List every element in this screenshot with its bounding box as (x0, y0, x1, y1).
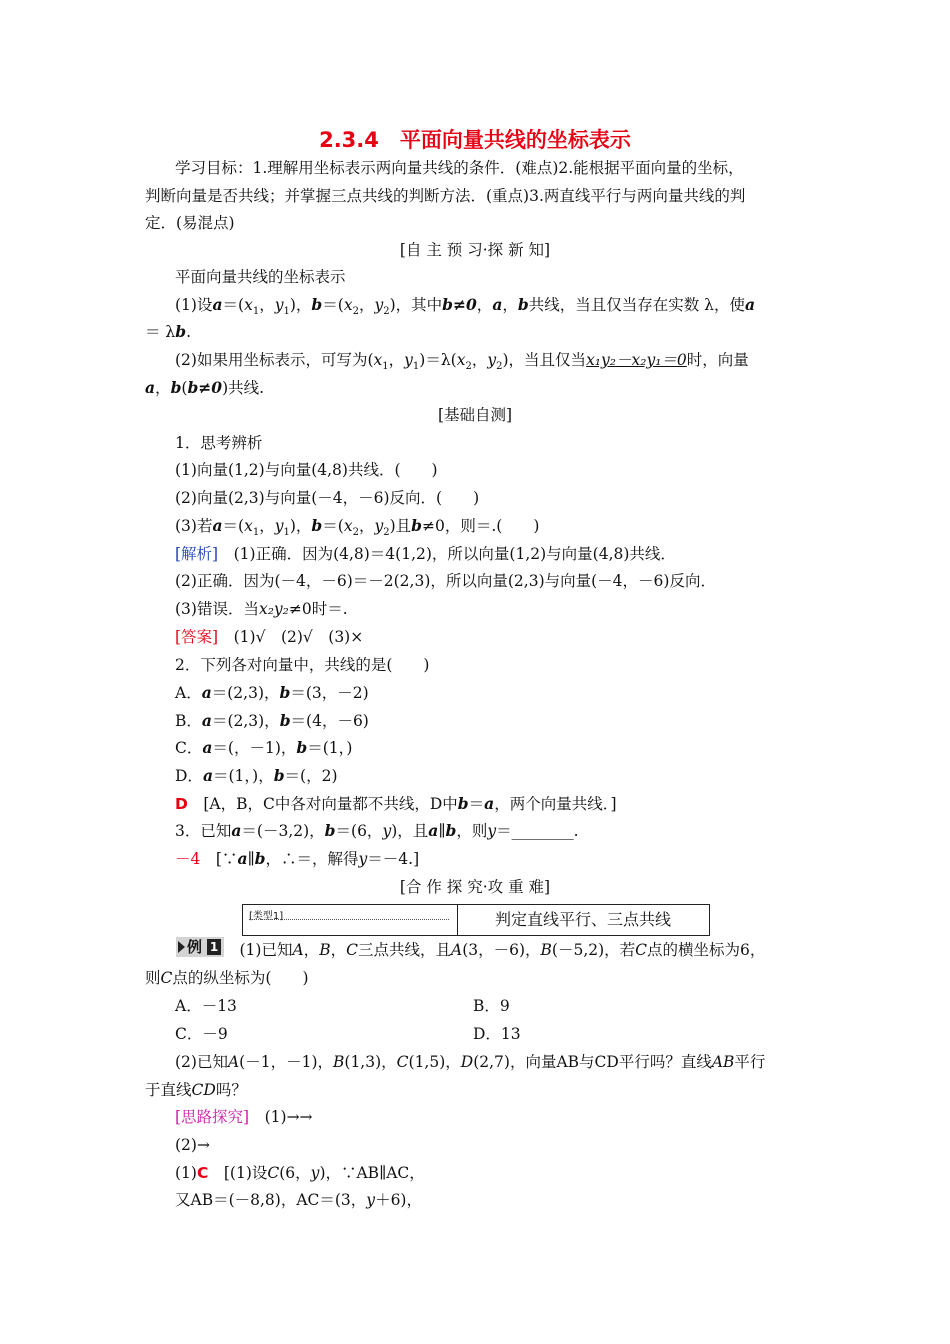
solution-line1: (1)C [(1)设C(6，y)，∵AB∥AC， (175, 1164, 425, 1182)
example-option-b: B．9 (473, 997, 510, 1015)
example-part2-line1: (2)已知A(－1，－1)，B(1,3)，C(1,5)，D(2,7)，向量AB与CD平行吗？直线AB平行 (175, 1053, 766, 1071)
answer-tag: [答案] (175, 628, 219, 646)
q2-option-c: C．a＝(，－1)，b＝(1，) (175, 738, 353, 757)
concept-para1-line1: (1)设$a=(x_1$，$y_1$)，$b=(x_2$，$y_2$)，其中b≠0，a，b共线，当且仅当存在实数 λ，使a (175, 295, 756, 318)
solution-line2: 又AB＝(－8,8)，AC＝(3，y＋6)， (175, 1191, 422, 1209)
thinking-line1: [思路探究] (1)→→ (175, 1108, 313, 1126)
example-badge: 例 1 (176, 937, 224, 957)
q2-option-b: B．a＝(2,3)，b＝(4，－6) (175, 711, 369, 730)
q3-answer: －4 [∵a∥b，∴＝，解得y＝－4.] (175, 849, 420, 868)
example-option-c: C．－9 (175, 1025, 228, 1043)
q2-option-a: A．a＝(2,3)，b＝(3，－2) (175, 683, 369, 702)
q1-statement-2: (2)向量(2,3)与向量(－4，－6)反向．( ) (175, 489, 480, 507)
q1-heading: 1．思考辨析 (175, 434, 263, 452)
q1-answer: [答案] (1)√ (2)√ (3)× (175, 628, 364, 646)
q1-statement-3: (3)若$a=(x_1$，$y_1$)，$b=(x_2$，$y_2$)且b≠0，则＝.( ) (175, 516, 540, 539)
section-heading-preview: [自 主 预 习·探 新 知] (399, 241, 551, 259)
q1-analysis-2: (2)正确．因为(－4，－6)＝－2(2,3)，所以向量(2,3)与向量(－4，－6)反向． (175, 572, 716, 590)
example-option-d: D．13 (473, 1025, 521, 1043)
concept-heading: 平面向量共线的坐标表示 (175, 268, 346, 286)
q1-analysis-3: (3)错误．当x₂y₂≠0时＝. (175, 600, 348, 618)
answer-letter: D (175, 795, 188, 813)
type-label: 判定直线平行、三点共线 (494, 910, 671, 929)
answer-letter: C (196, 1164, 209, 1182)
analysis-tag: [解析] (175, 545, 219, 563)
q2-answer: D [A，B，C中各对向量都不共线，D中b＝a，两个向量共线．] (175, 794, 617, 813)
thinking-tag: [思路探究] (175, 1108, 250, 1126)
section-heading-cooperate: [合 作 探 究·攻 重 难] (399, 878, 551, 896)
thinking-line2: (2)→ (175, 1136, 210, 1154)
q1-statement-1: (1)向量(1,2)与向量(4,8)共线．( ) (175, 461, 438, 479)
concept-para2-line1: (2)如果用坐标表示，可写为($x_1$，$y_1)=\lambda(x_2$，$y_2$)，当且仅当x₁y₂－x₂y₁＝0时，向量 (175, 351, 749, 373)
example-option-a: A．－13 (175, 997, 237, 1015)
learning-goals-line1: 学习目标：1.理解用坐标表示两向量共线的条件．(难点)2.能根据平面向量的坐标， (175, 159, 744, 177)
learning-goals-line2: 判断向量是否共线；并掌握三点共线的判断方法．(重点)3.两直线平行与两向量共线的判 (145, 187, 746, 205)
example-line1: (1)已知A，B，C三点共线，且A(3，－6)，B(－5,2)，若C点的横坐标为6， (224, 941, 766, 959)
example-line2: 则C点的纵坐标为( ) (145, 969, 309, 987)
example-part2-line2: 于直线CD吗？ (145, 1081, 247, 1099)
type-banner (242, 904, 710, 936)
learning-goals-line3: 定．(易混点) (145, 214, 235, 232)
answer-value: －4 (175, 850, 201, 868)
q2-heading: 2．下列各对向量中，共线的是( ) (175, 656, 430, 674)
type-tag: [类型1] (249, 911, 284, 922)
concept-para1-line2: ＝ λb. (145, 322, 192, 341)
q3-heading: 3．已知a＝(－3,2)，b＝(6，y)，且a∥b，则y＝________. (175, 821, 579, 840)
type-divider (249, 919, 449, 920)
concept-para2-line2: a，b(b≠0)共线. (145, 378, 265, 397)
page-title: 2.3.4 平面向量共线的坐标表示 (319, 128, 631, 152)
triangle-icon (178, 941, 185, 953)
section-heading-basic-test: [基础自测] (437, 406, 513, 424)
q2-option-d: D．a＝(1，)，b＝(，2) (175, 766, 338, 785)
q1-analysis-1: [解析] (1)正确．因为(4,8)＝4(1,2)，所以向量(1,2)与向量(4,8)共线． (175, 545, 676, 563)
type-tag-cell (243, 905, 458, 935)
